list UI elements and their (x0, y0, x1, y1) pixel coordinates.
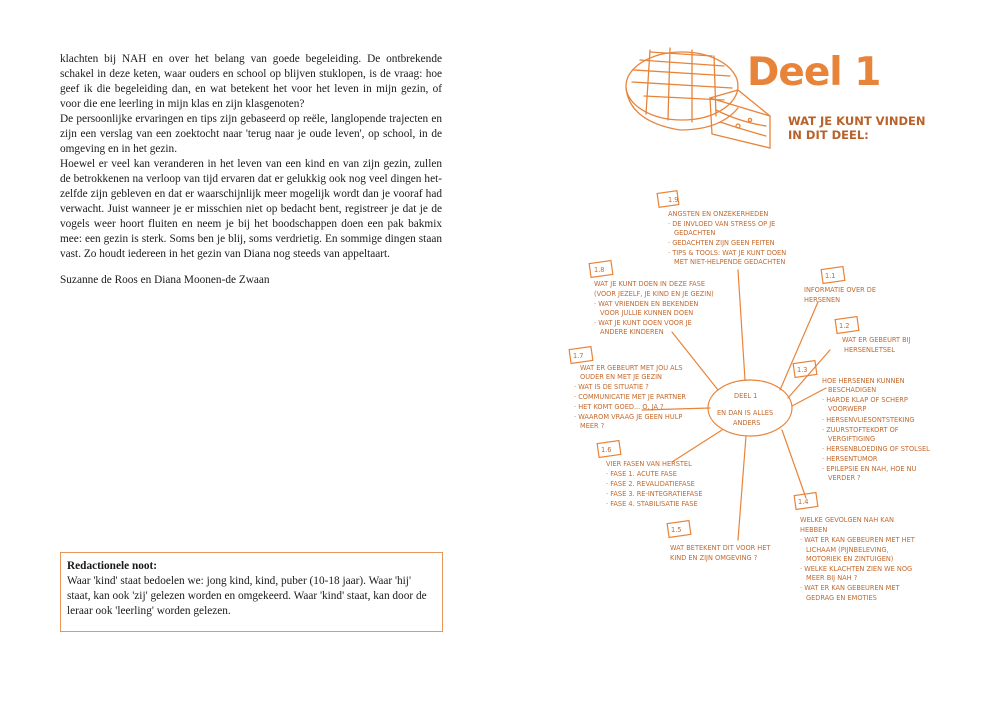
section-1-4-line: MOTORIEK EN ZINTUIGEN) (806, 555, 894, 563)
section-1-7-line: · WAT IS DE SITUATIE ? (574, 383, 649, 391)
section-1-4-line: WELKE GEVOLGEN NAH KAN (800, 516, 894, 524)
section-1-3-line: VERDER ? (828, 474, 861, 482)
section-1-3-line: VOORWERP (828, 405, 867, 413)
subtitle-line-1: WAT JE KUNT VINDEN (788, 114, 926, 128)
section-1-4-line: GEDRAG EN EMOTIES (806, 594, 877, 602)
section-1-4-line: · WAT ER KAN GEBEUREN MET HET (800, 536, 915, 544)
num-1-7: 1.7 (573, 352, 584, 360)
section-1-9-line: · TIPS & TOOLS: WAT JE KUNT DOEN (668, 249, 787, 257)
center-line-2: EN DAN IS ALLES (717, 409, 774, 417)
section-1-7-line: OUDER EN MET JE GEZIN (580, 373, 662, 381)
note-text: Waar 'kind' staat bedoelen we: jong kind, kind, puber (10-18 jaar). Waar 'hij' staat, kan ook 'zij' gelezen worden en omgekeerd. Waar 'kind' staat, kan door de leraar ook 'leerling' worden gelezen. (67, 575, 427, 617)
section-1-7 (574, 364, 686, 430)
section-1-4-line: · WAT ER KAN GEBEUREN MET (800, 584, 900, 592)
section-1-8-line: ANDERE KINDEREN (600, 328, 664, 336)
section-1-8 (594, 280, 714, 336)
section-subtitle (788, 114, 926, 142)
editorial-note-box (60, 552, 443, 632)
section-1-4-line: MEER BIJ NAH ? (806, 574, 858, 582)
section-1-4-line: · WELKE KLACHTEN ZIEN WE NOG (800, 565, 913, 573)
section-1-5 (670, 544, 771, 562)
center-line-3: ANDERS (733, 419, 761, 427)
section-1-4 (800, 516, 916, 602)
section-1-8-line: WAT JE KUNT DOEN IN DEZE FASE (594, 280, 706, 288)
center-ellipse (708, 380, 792, 436)
paragraph-1: klachten bij NAH en over het belang van goede begeleiding. De ontbrekende schakel in deze keten, waar ouders en school op blijven stuklopen, is de vraag: hoe geef ik die begeleiding dan, en wat betekent het voor het leven in mijn gezin, of voor die ene leerling in mijn klas en zijn klasgenoten? (60, 53, 442, 110)
section-1-6-line: · FASE 3. RE-INTEGRATIEFASE (606, 490, 703, 498)
section-1-9-line: · DE INVLOED VAN STRESS OP JE (668, 220, 776, 228)
section-1-1-line: HERSENEN (804, 296, 841, 304)
num-1-1: 1.1 (825, 272, 836, 280)
section-title: Deel 1 (747, 50, 881, 95)
section-1-8-line: VOOR JULLIE KUNNEN DOEN (600, 309, 694, 317)
section-1-7-line: MEER ? (580, 422, 605, 430)
section-1-8-line: (VOOR JEZELF, JE KIND EN JE GEZIN) (594, 290, 714, 298)
section-1-9-line: · GEDACHTEN ZIJN GEEN FEITEN (668, 239, 775, 247)
section-1-5-line: KIND EN ZIJN OMGEVING ? (670, 554, 758, 562)
section-1-4-line: LICHAAM (PIJNBELEVING, (806, 546, 889, 554)
num-1-5: 1.5 (671, 526, 682, 534)
num-1-3: 1.3 (797, 366, 808, 374)
paragraph-2: De persoonlijke ervaringen en tips zijn gebaseerd op reële, langlopende trajecten en zijn een verslag van een zoektocht naar 'terug naar je oude leven', op school, in de omgeving en in het gezin. (60, 113, 442, 155)
section-1-3-line: VERGIFTIGING (828, 435, 876, 443)
section-1-3-line: · EPILEPSIE EN NAH, HOE NU (822, 465, 917, 473)
note-title: Redactionele noot: (67, 560, 158, 572)
section-1-4-line: HEBBEN (800, 526, 828, 534)
left-column (60, 52, 442, 262)
section-1-9-line: MET NIET-HELPENDE GEDACHTEN (674, 258, 786, 266)
section-1-5-line: WAT BETEKENT DIT VOOR HET (670, 544, 771, 552)
section-1-6-line: · FASE 1. ACUTE FASE (606, 470, 677, 478)
num-1-8: 1.8 (594, 266, 605, 274)
section-1-2-line: WAT ER GEBEURT BIJ (842, 336, 911, 344)
section-1-3-line: · HARDE KLAP OF SCHERP (822, 396, 908, 404)
section-1-9 (668, 210, 786, 266)
section-1-7-line: WAT ER GEBEURT MET JOU ALS (580, 364, 683, 372)
section-1-3-line: · HERSENVLIESONTSTEKING (822, 416, 915, 424)
section-1-3-line: BESCHADIGEN (828, 386, 877, 394)
authors: Suzanne de Roos en Diana Moonen-de Zwaan (60, 274, 270, 286)
section-1-8-line: · WAT VRIENDEN EN BEKENDEN (594, 300, 699, 308)
section-1-9-line: GEDACHTEN (674, 229, 716, 237)
section-1-8-line: · WAT JE KUNT DOEN VOOR JE (594, 319, 692, 327)
paragraph-3: Hoewel er veel kan veranderen in het leven van een kind en van zijn gezin, zullen de betrokkenen na verloop van tijd ervaren dat er gelukkig ook nog veel dingen het-zelfde zijn gebleven en dat er waarschijnlijk meer mogelijk wordt dan je vooraf had verwacht. Juist wanneer je er misschien niet op bedacht bent, registreer je dat je de vogels weer hoort fluiten en neem je bij het boodschappen doen een pak bakmix mee: een gezin is sterk. Soms ben je blij, soms verdrietig. En sommige dingen staan vast. Zo houdt iedereen in het gezin van Diana nog steeds van appeltaart. (60, 158, 442, 260)
section-1-7-line: · HET KOMT GOED... O, JA ? (574, 403, 664, 411)
section-1-6 (606, 460, 703, 508)
mind-map-diagram (560, 180, 980, 610)
section-1-6-line: · FASE 2. REVALIDATIEFASE (606, 480, 695, 488)
section-1-6-line: · FASE 4. STABILISATIE FASE (606, 500, 698, 508)
section-1-2 (842, 336, 911, 354)
section-1-1-line: INFORMATIE OVER DE (804, 286, 877, 294)
section-1-3-line: · HERSENTUMOR (822, 455, 878, 463)
num-1-9: 1.9 (668, 196, 679, 204)
num-1-2: 1.2 (839, 322, 850, 330)
subtitle-line-2: IN DIT DEEL: (788, 128, 869, 142)
section-1-6-line: VIER FASEN VAN HERSTEL (606, 460, 692, 468)
section-1-3-line: HOE HERSENEN KUNNEN (822, 377, 905, 385)
section-1-1 (804, 286, 876, 304)
section-1-3-line: · HERSENBLOEDING OF STOLSEL (822, 445, 930, 453)
num-1-6: 1.6 (601, 446, 612, 454)
center-line-1: DEEL 1 (734, 392, 758, 400)
section-1-2-line: HERSENLETSEL (844, 346, 895, 354)
section-1-7-line: · COMMUNICATIE MET JE PARTNER (574, 393, 686, 401)
num-1-4: 1.4 (798, 498, 809, 506)
section-1-3-line: · ZUURSTOFTEKORT OF (822, 426, 899, 434)
section-1-9-line: ANGSTEN EN ONZEKERHEDEN (668, 210, 769, 218)
section-1-3 (822, 377, 930, 482)
section-1-7-line: · WAAROM VRAAG JE GEEN HULP (574, 413, 683, 421)
